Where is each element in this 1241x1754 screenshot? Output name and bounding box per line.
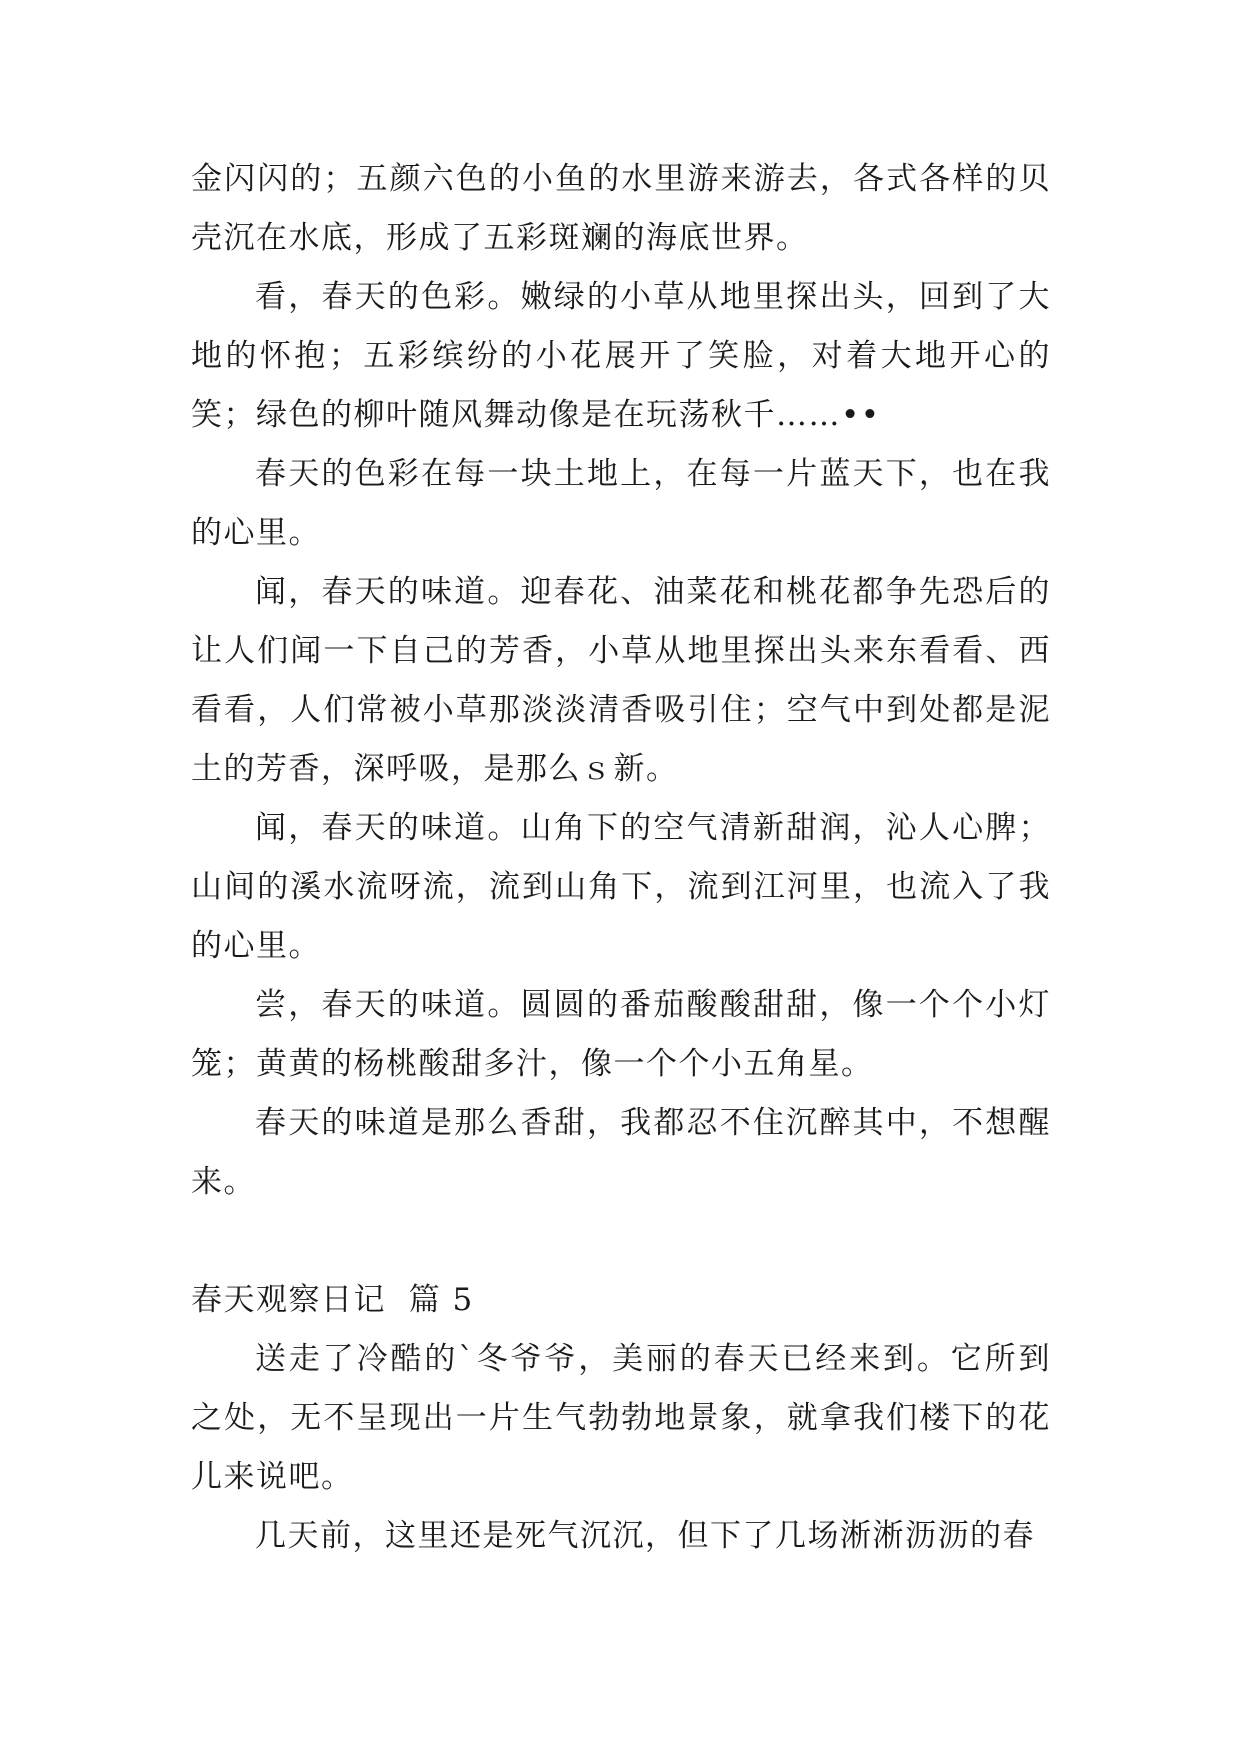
paragraph-spring-smell-flowers: 闻，春天的味道。迎春花、油菜花和桃花都争先恐后的让人们闻一下自己的芳香，小草从地里探出头来东看看、西看看，人们常被小草那淡淡清香吸引住；空气中到处都是泥土的芳香，深呼吸，是那么ｓ新。 — [191, 574, 1051, 787]
section-spacer — [191, 1212, 1051, 1271]
paragraph-spring-taste: 尝，春天的味道。圆圆的番茄酸酸甜甜，像一个个小灯笼；黄黄的杨桃酸甜多汁，像一个个小五角星。 — [191, 987, 1051, 1082]
paragraph-winter-leaves: 送走了冷酷的`冬爷爷，美丽的春天已经来到。它所到之处，无不呈现出一片生气勃勃地景象，就拿我们楼下的花儿来说吧。 — [191, 1341, 1051, 1495]
paragraph-ocean-world: 金闪闪的；五颜六色的小鱼的水里游来游去，各式各样的贝壳沉在水底，形成了五彩斑斓的海底世界。 — [191, 161, 1051, 256]
paragraph-spring-smell-mountain: 闻，春天的味道。山角下的空气清新甜润，沁人心脾；山间的溪水流呀流，流到山角下，流到江河里，也流入了我的心里。 — [191, 810, 1051, 964]
paragraph-days-ago: 几天前，这里还是死气沉沉，但下了几场淅淅沥沥的春 — [255, 1518, 1035, 1554]
paragraph-spring-colors-everywhere: 春天的色彩在每一块土地上，在每一片蓝天下，也在我的心里。 — [191, 456, 1051, 551]
paragraph-spring-taste-conclusion: 春天的味道是那么香甜，我都忍不住沉醉其中，不想醒来。 — [191, 1105, 1051, 1200]
document-body — [191, 150, 1051, 1566]
paragraph-spring-colors-look: 看，春天的色彩。嫩绿的小草从地里探出头，回到了大地的怀抱；五彩缤纷的小花展开了笑脸，对着大地开心的笑；绿色的柳叶随风舞动像是在玩荡秋千……•• — [191, 279, 1051, 433]
section-heading: 春天观察日记 篇 5 — [191, 1282, 474, 1318]
